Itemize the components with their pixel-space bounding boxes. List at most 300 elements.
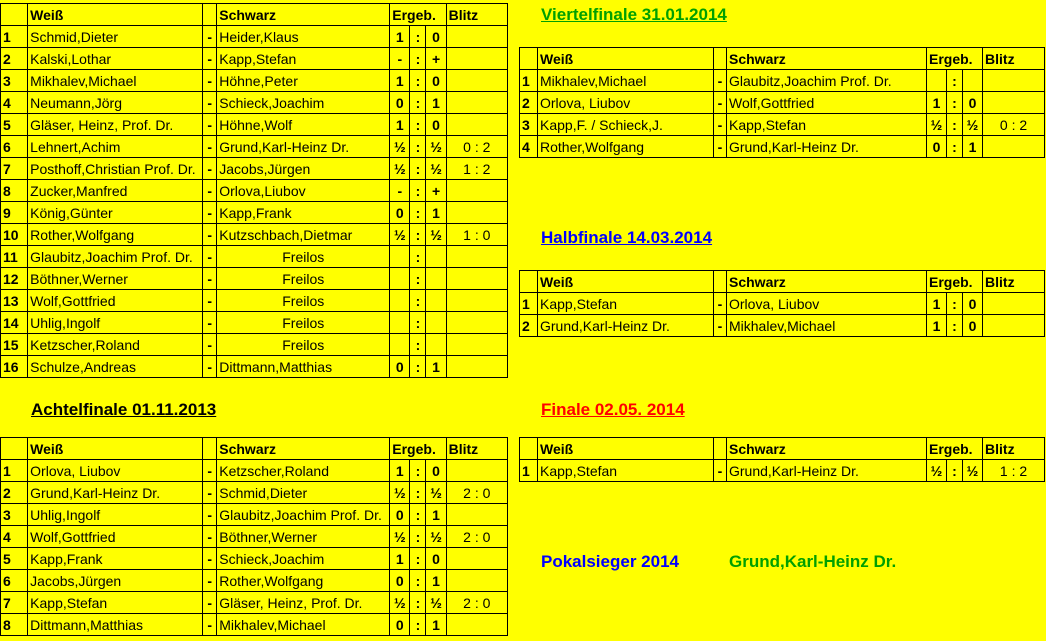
white-player: Dittmann,Matthias — [28, 614, 203, 636]
dash: - — [203, 268, 217, 290]
achtelfinale-header-weiss: Weiß — [28, 438, 203, 460]
dash: - — [714, 92, 727, 114]
result-white: 1 — [390, 26, 410, 48]
white-player: Mikhalev,Michael — [28, 70, 203, 92]
blitz-result — [983, 136, 1045, 158]
result-white: ½ — [390, 136, 410, 158]
result-white: 0 — [390, 614, 410, 636]
round1-row — [1, 202, 508, 224]
black-player: Höhne,Wolf — [217, 114, 390, 136]
result-white — [390, 334, 410, 356]
dash: - — [203, 548, 217, 570]
blitz-result — [446, 70, 507, 92]
dash: - — [714, 293, 727, 315]
halbfinale-header-weiss: Weiß — [538, 271, 714, 293]
result-black — [426, 312, 446, 334]
black-player: Grund,Karl-Heinz Dr. — [217, 136, 390, 158]
black-player: Jacobs,Jürgen — [217, 158, 390, 180]
white-player: Grund,Karl-Heinz Dr. — [538, 315, 714, 337]
result-separator: : — [410, 548, 426, 570]
achtelfinale-title: Achtelfinale 01.11.2013 — [31, 400, 217, 419]
viertelfinale-row — [520, 92, 1045, 114]
round1-header-num — [1, 4, 28, 26]
result-white: ½ — [390, 482, 410, 504]
result-white: 1 — [390, 70, 410, 92]
result-white: 0 — [390, 202, 410, 224]
result-separator: : — [410, 526, 426, 548]
dash: - — [714, 315, 727, 337]
finale-header-weiss: Weiß — [538, 438, 714, 460]
game-number: 12 — [1, 268, 28, 290]
achtelfinale-row — [1, 482, 508, 504]
blitz-result — [446, 312, 507, 334]
blitz-result — [446, 180, 507, 202]
result-separator: : — [410, 158, 426, 180]
result-black — [426, 290, 446, 312]
blitz-result: 2 : 0 — [446, 526, 507, 548]
result-separator: : — [410, 224, 426, 246]
dash: - — [203, 202, 217, 224]
result-black — [426, 334, 446, 356]
dash: - — [203, 26, 217, 48]
black-player: Orlova,Liubov — [217, 180, 390, 202]
game-number: 13 — [1, 290, 28, 312]
game-number: 2 — [1, 48, 28, 70]
game-number: 14 — [1, 312, 28, 334]
result-separator: : — [410, 570, 426, 592]
result-black: 1 — [963, 136, 983, 158]
result-black: 0 — [426, 460, 446, 482]
game-number: 7 — [1, 592, 28, 614]
achtelfinale-row — [1, 526, 508, 548]
result-separator: : — [410, 290, 426, 312]
result-black: ½ — [426, 158, 446, 180]
result-white — [390, 246, 410, 268]
black-player: Heider,Klaus — [217, 26, 390, 48]
black-player: Orlova, Liubov — [727, 293, 927, 315]
viertelfinale-header-dash — [714, 48, 727, 70]
result-black: 0 — [963, 315, 983, 337]
result-white — [390, 268, 410, 290]
blitz-result — [983, 293, 1045, 315]
game-number: 2 — [1, 482, 28, 504]
result-black: ½ — [963, 114, 983, 136]
black-player: Mikhalev,Michael — [727, 315, 927, 337]
pokalsieger-label: Pokalsieger 2014 — [541, 552, 679, 571]
result-separator: : — [947, 92, 963, 114]
round1-header-dash — [203, 4, 217, 26]
dash: - — [203, 460, 217, 482]
white-player: Jacobs,Jürgen — [28, 570, 203, 592]
game-number: 8 — [1, 180, 28, 202]
white-player: Uhlig,Ingolf — [28, 312, 203, 334]
round1-row — [1, 114, 508, 136]
game-number: 5 — [1, 114, 28, 136]
finale-header-blitz: Blitz — [983, 438, 1045, 460]
result-black: ½ — [426, 592, 446, 614]
round1-row — [1, 136, 508, 158]
viertelfinale-header-weiss: Weiß — [538, 48, 714, 70]
dash: - — [203, 158, 217, 180]
viertelfinale-header-blitz: Blitz — [983, 48, 1045, 70]
blitz-result — [983, 70, 1045, 92]
result-separator: : — [947, 315, 963, 337]
dash: - — [203, 180, 217, 202]
result-black: 0 — [426, 114, 446, 136]
result-separator: : — [947, 136, 963, 158]
round1-header-ergeb: Ergeb. — [390, 4, 446, 26]
halbfinale-header-schwarz: Schwarz — [727, 271, 927, 293]
blitz-result — [446, 26, 507, 48]
white-player: Wolf,Gottfried — [28, 526, 203, 548]
result-black: 0 — [426, 26, 446, 48]
game-number: 1 — [1, 26, 28, 48]
dash: - — [203, 246, 217, 268]
viertelfinale-header-num — [520, 48, 538, 70]
result-separator: : — [410, 114, 426, 136]
black-player: Freilos — [217, 246, 390, 268]
result-black: ½ — [963, 460, 983, 482]
blitz-result: 1 : 0 — [446, 224, 507, 246]
game-number: 3 — [1, 70, 28, 92]
result-black: 0 — [426, 70, 446, 92]
result-separator: : — [410, 202, 426, 224]
finale-header-num — [520, 438, 538, 460]
black-player: Grund,Karl-Heinz Dr. — [727, 136, 927, 158]
white-player: Rother,Wolfgang — [538, 136, 714, 158]
achtelfinale-table — [0, 437, 508, 636]
dash: - — [203, 48, 217, 70]
blitz-result: 1 : 2 — [446, 158, 507, 180]
round1-row — [1, 312, 508, 334]
result-white: 0 — [390, 92, 410, 114]
halbfinale-row — [520, 293, 1045, 315]
finale-header-row — [520, 438, 1045, 460]
result-separator: : — [947, 70, 963, 92]
finale-table — [519, 437, 1045, 482]
result-black: ½ — [426, 224, 446, 246]
result-white: ½ — [390, 158, 410, 180]
game-number: 6 — [1, 570, 28, 592]
dash: - — [203, 570, 217, 592]
result-separator: : — [410, 136, 426, 158]
game-number: 8 — [1, 614, 28, 636]
halbfinale-header-blitz: Blitz — [983, 271, 1045, 293]
dash: - — [203, 334, 217, 356]
black-player: Freilos — [217, 334, 390, 356]
viertelfinale-title: Viertelfinale 31.01.2014 — [541, 5, 727, 24]
result-separator: : — [947, 114, 963, 136]
viertelfinale-table — [519, 47, 1045, 158]
white-player: Ketzscher,Roland — [28, 334, 203, 356]
game-number: 3 — [1, 504, 28, 526]
white-player: Kapp,Stefan — [28, 592, 203, 614]
achtelfinale-row — [1, 614, 508, 636]
result-black: ½ — [426, 526, 446, 548]
game-number: 3 — [520, 114, 538, 136]
result-black: 1 — [426, 92, 446, 114]
result-separator: : — [410, 334, 426, 356]
result-black: 0 — [426, 548, 446, 570]
result-black: 1 — [426, 356, 446, 378]
white-player: Kalski,Lothar — [28, 48, 203, 70]
white-player: Kapp,F. / Schieck,J. — [538, 114, 714, 136]
viertelfinale-header-schwarz: Schwarz — [727, 48, 927, 70]
black-player: Gläser, Heinz, Prof. Dr. — [217, 592, 390, 614]
white-player: Orlova, Liubov — [28, 460, 203, 482]
blitz-result — [446, 114, 507, 136]
halbfinale-header-num — [520, 271, 538, 293]
result-white: 0 — [390, 356, 410, 378]
result-separator: : — [410, 482, 426, 504]
white-player: König,Günter — [28, 202, 203, 224]
blitz-result — [446, 570, 507, 592]
dash: - — [203, 114, 217, 136]
game-number: 10 — [1, 224, 28, 246]
black-player: Freilos — [217, 268, 390, 290]
round1-header-weiss: Weiß — [28, 4, 203, 26]
game-number: 2 — [520, 315, 538, 337]
result-black: ½ — [426, 136, 446, 158]
blitz-result — [446, 460, 507, 482]
blitz-result — [446, 504, 507, 526]
black-player: Schieck,Joachim — [217, 92, 390, 114]
dash: - — [203, 614, 217, 636]
result-white: ½ — [390, 224, 410, 246]
finale-row — [520, 460, 1045, 482]
dash: - — [714, 460, 727, 482]
result-black: 0 — [963, 293, 983, 315]
halbfinale-row — [520, 315, 1045, 337]
round1-row — [1, 224, 508, 246]
round1-row — [1, 180, 508, 202]
white-player: Rother,Wolfgang — [28, 224, 203, 246]
result-white: 1 — [927, 92, 947, 114]
game-number: 2 — [520, 92, 538, 114]
round1-row — [1, 48, 508, 70]
blitz-result — [446, 246, 507, 268]
result-white: 0 — [390, 570, 410, 592]
result-separator: : — [410, 504, 426, 526]
game-number: 16 — [1, 356, 28, 378]
dash: - — [203, 526, 217, 548]
round1-header-blitz: Blitz — [446, 4, 507, 26]
black-player: Mikhalev,Michael — [217, 614, 390, 636]
blitz-result — [446, 48, 507, 70]
white-player: Grund,Karl-Heinz Dr. — [28, 482, 203, 504]
dash: - — [203, 290, 217, 312]
result-white: 1 — [390, 114, 410, 136]
black-player: Rother,Wolfgang — [217, 570, 390, 592]
result-white: - — [390, 180, 410, 202]
dash: - — [203, 136, 217, 158]
round1-header-schwarz: Schwarz — [217, 4, 390, 26]
white-player: Schmid,Dieter — [28, 26, 203, 48]
game-number: 1 — [520, 70, 538, 92]
white-player: Mikhalev,Michael — [538, 70, 714, 92]
round1-row — [1, 334, 508, 356]
white-player: Gläser, Heinz, Prof. Dr. — [28, 114, 203, 136]
black-player: Freilos — [217, 290, 390, 312]
result-separator: : — [410, 356, 426, 378]
result-white — [390, 290, 410, 312]
white-player: Kapp,Stefan — [538, 293, 714, 315]
result-black — [426, 268, 446, 290]
black-player: Böthner,Werner — [217, 526, 390, 548]
white-player: Schulze,Andreas — [28, 356, 203, 378]
round1-row — [1, 92, 508, 114]
result-white — [927, 70, 947, 92]
black-player: Schieck,Joachim — [217, 548, 390, 570]
blitz-result — [983, 315, 1045, 337]
round1-table — [0, 3, 508, 378]
dash: - — [714, 70, 727, 92]
game-number: 15 — [1, 334, 28, 356]
achtelfinale-header-schwarz: Schwarz — [217, 438, 390, 460]
halbfinale-header-dash — [714, 271, 727, 293]
result-black: + — [426, 48, 446, 70]
dash: - — [203, 356, 217, 378]
white-player: Kapp,Stefan — [538, 460, 714, 482]
game-number: 11 — [1, 246, 28, 268]
result-black — [426, 246, 446, 268]
black-player: Grund,Karl-Heinz Dr. — [727, 460, 927, 482]
game-number: 9 — [1, 202, 28, 224]
viertelfinale-row — [520, 114, 1045, 136]
dash: - — [203, 92, 217, 114]
blitz-result — [446, 334, 507, 356]
round1-row — [1, 70, 508, 92]
dash: - — [203, 504, 217, 526]
white-player: Zucker,Manfred — [28, 180, 203, 202]
dash: - — [714, 136, 727, 158]
halbfinale-table — [519, 270, 1045, 337]
achtelfinale-row — [1, 570, 508, 592]
black-player: Höhne,Peter — [217, 70, 390, 92]
result-separator: : — [410, 180, 426, 202]
achtelfinale-header-row — [1, 438, 508, 460]
result-black: 1 — [426, 614, 446, 636]
blitz-result — [446, 356, 507, 378]
blitz-result: 2 : 0 — [446, 592, 507, 614]
black-player: Kapp,Frank — [217, 202, 390, 224]
blitz-result — [983, 92, 1045, 114]
result-white: 0 — [927, 136, 947, 158]
black-player: Glaubitz,Joachim Prof. Dr. — [217, 504, 390, 526]
result-separator: : — [410, 268, 426, 290]
result-black: 0 — [963, 92, 983, 114]
result-white: 1 — [390, 460, 410, 482]
viertelfinale-header-ergeb: Ergeb. — [927, 48, 983, 70]
dash: - — [714, 114, 727, 136]
round1-row — [1, 290, 508, 312]
viertelfinale-row — [520, 136, 1045, 158]
result-white: ½ — [390, 526, 410, 548]
round1-row — [1, 356, 508, 378]
blitz-result: 2 : 0 — [446, 482, 507, 504]
white-player: Böthner,Werner — [28, 268, 203, 290]
result-separator: : — [410, 246, 426, 268]
blitz-result — [446, 268, 507, 290]
black-player: Schmid,Dieter — [217, 482, 390, 504]
result-separator: : — [410, 592, 426, 614]
dash: - — [203, 312, 217, 334]
game-number: 1 — [520, 293, 538, 315]
result-white: ½ — [390, 592, 410, 614]
white-player: Wolf,Gottfried — [28, 290, 203, 312]
blitz-result: 0 : 2 — [983, 114, 1045, 136]
result-white: 0 — [390, 504, 410, 526]
result-black: 1 — [426, 504, 446, 526]
blitz-result — [446, 92, 507, 114]
black-player: Freilos — [217, 312, 390, 334]
result-separator: : — [410, 614, 426, 636]
result-white: 1 — [390, 548, 410, 570]
achtelfinale-header-blitz: Blitz — [446, 438, 507, 460]
viertelfinale-header-row — [520, 48, 1045, 70]
result-black: 1 — [426, 570, 446, 592]
result-separator: : — [410, 70, 426, 92]
achtelfinale-header-ergeb: Ergeb. — [390, 438, 446, 460]
blitz-result — [446, 202, 507, 224]
result-white: - — [390, 48, 410, 70]
result-separator: : — [410, 92, 426, 114]
game-number: 7 — [1, 158, 28, 180]
halbfinale-title: Halbfinale 14.03.2014 — [541, 228, 713, 247]
result-black: ½ — [426, 482, 446, 504]
white-player: Uhlig,Ingolf — [28, 504, 203, 526]
halbfinale-header-row — [520, 271, 1045, 293]
game-number: 6 — [1, 136, 28, 158]
blitz-result: 1 : 2 — [983, 460, 1045, 482]
dash: - — [203, 592, 217, 614]
black-player: Ketzscher,Roland — [217, 460, 390, 482]
dash: - — [203, 70, 217, 92]
finale-header-ergeb: Ergeb. — [927, 438, 983, 460]
finale-header-dash — [714, 438, 727, 460]
dash: - — [203, 482, 217, 504]
game-number: 4 — [1, 92, 28, 114]
result-separator: : — [410, 312, 426, 334]
white-player: Neumann,Jörg — [28, 92, 203, 114]
achtelfinale-row — [1, 548, 508, 570]
achtelfinale-row — [1, 460, 508, 482]
result-separator: : — [410, 48, 426, 70]
pokalsieger-name: Grund,Karl-Heinz Dr. — [729, 552, 897, 571]
blitz-result — [446, 290, 507, 312]
white-player: Posthoff,Christian Prof. Dr. — [28, 158, 203, 180]
blitz-result — [446, 548, 507, 570]
result-white: 1 — [927, 293, 947, 315]
black-player: Kutzschbach,Dietmar — [217, 224, 390, 246]
result-black — [963, 70, 983, 92]
result-separator: : — [947, 460, 963, 482]
result-separator: : — [947, 293, 963, 315]
round1-row — [1, 26, 508, 48]
achtelfinale-header-dash — [203, 438, 217, 460]
game-number: 4 — [1, 526, 28, 548]
result-white: ½ — [927, 114, 947, 136]
white-player: Kapp,Frank — [28, 548, 203, 570]
black-player: Wolf,Gottfried — [727, 92, 927, 114]
game-number: 4 — [520, 136, 538, 158]
finale-header-schwarz: Schwarz — [727, 438, 927, 460]
blitz-result: 0 : 2 — [446, 136, 507, 158]
white-player: Orlova, Liubov — [538, 92, 714, 114]
black-player: Kapp,Stefan — [217, 48, 390, 70]
result-separator: : — [410, 460, 426, 482]
dash: - — [203, 224, 217, 246]
